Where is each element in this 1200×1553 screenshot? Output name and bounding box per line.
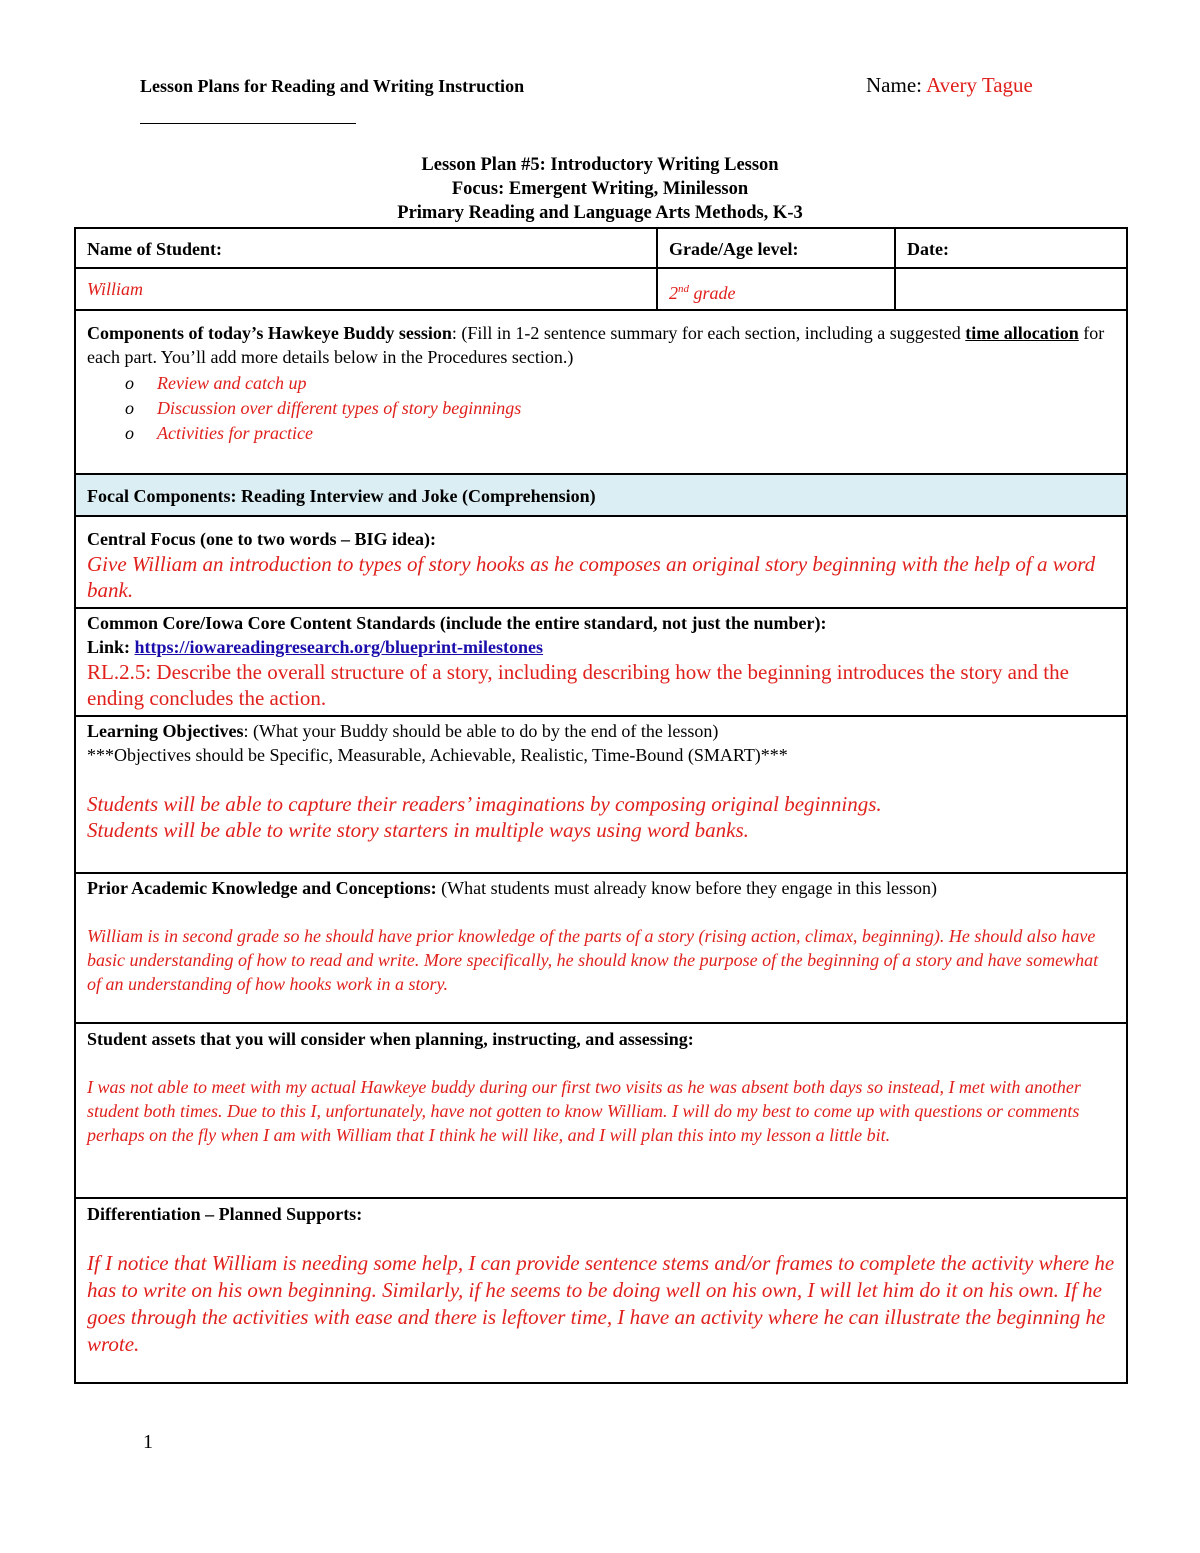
grade-sup: nd	[678, 283, 689, 295]
student-value-row	[75, 268, 1127, 310]
assets-row	[75, 1023, 1127, 1198]
smart-note: ***Objectives should be Specific, Measurable, Achievable, Realistic, Time-Bound (SMART)***	[87, 745, 788, 765]
student-header-row	[75, 228, 1127, 268]
assets-label: Student assets that you will consider when planning, instructing, and assessing:	[87, 1029, 694, 1049]
lesson-plan-table	[74, 227, 1128, 1384]
differentiation-row	[75, 1198, 1127, 1383]
prior-text: (What students must already know before they engage in this lesson)	[436, 878, 938, 898]
focal-components: Focal Components: Reading Interview and Joke (Comprehension)	[75, 474, 1127, 516]
differentiation-label: Differentiation – Planned Supports:	[87, 1204, 363, 1224]
differentiation-value: If I notice that William is needing some help, I can provide sentence stems and/or frames to complete the activity where he has to write on his own beginning. Similarly, if he seems to be doing well on his own, I will let him do it on his own. If he goes through the activities with ease and there is leftover time, I have an activity where he can illustrate the beginning he wrote.	[87, 1251, 1115, 1356]
grade-word: grade	[689, 283, 736, 303]
standards-value: RL.2.5: Describe the overall structure of a story, including describing how the beginning introduces the story and the ending concludes the action.	[87, 660, 1069, 710]
objectives-text: : (What your Buddy should be able to do by the end of the lesson)	[243, 721, 719, 741]
header-underline	[140, 123, 356, 124]
author-name	[866, 73, 1033, 98]
prior-knowledge-cell	[75, 873, 1127, 1023]
assets-cell	[75, 1023, 1127, 1198]
list-item	[125, 371, 1115, 395]
objective-1: Students will be able to capture their readers’ imaginations by composing original beginnings.	[87, 792, 882, 816]
assets-value: I was not able to meet with my actual Hawkeye buddy during our first two visits as he was absent both days so instead, I met with another student both times. Due to this I, unfortunately, have not gotten to know William. I will do my best to come up with questions or comments perhaps on the fly when I am with William that I think he will like, and I will plan this into my lesson a little bit.	[87, 1077, 1081, 1145]
focal-row	[75, 474, 1127, 516]
components-description	[87, 321, 1115, 369]
component-item: Review and catch up	[157, 373, 307, 393]
bullet-mark: o	[125, 398, 134, 418]
components-row	[75, 310, 1127, 474]
components-list	[87, 371, 1115, 445]
component-item: Activities for practice	[157, 423, 313, 443]
objectives-cell	[75, 716, 1127, 873]
name-label: Name:	[866, 73, 922, 97]
name-value: Avery Tague	[926, 73, 1033, 97]
link-label: Link:	[87, 637, 135, 657]
lesson-title: Lesson Plan #5: Introductory Writing Lesson	[421, 155, 779, 175]
prior-label: Prior Academic Knowledge and Conceptions:	[87, 878, 437, 898]
standards-link-line	[87, 635, 1115, 659]
lesson-course: Primary Reading and Language Arts Methods, K-3	[397, 203, 803, 223]
bullet-mark: o	[125, 423, 134, 443]
list-item	[125, 396, 1115, 420]
course-title: Lesson Plans for Reading and Writing Instruction	[140, 76, 525, 96]
central-focus-row	[75, 516, 1127, 608]
prior-knowledge-row	[75, 873, 1127, 1023]
bullet-mark: o	[125, 373, 134, 393]
student-name-value: William	[75, 268, 657, 310]
standards-label: Common Core/Iowa Core Content Standards (include the entire standard, not just the number):	[87, 613, 827, 633]
objective-2: Students will be able to write story starters in multiple ways using word banks.	[87, 818, 749, 842]
components-cell	[75, 310, 1127, 474]
prior-heading	[87, 876, 1115, 900]
objectives-row	[75, 716, 1127, 873]
component-item: Discussion over different types of story beginnings	[157, 398, 522, 418]
grade-value	[657, 268, 895, 310]
central-focus-value: Give William an introduction to types of story hooks as he composes an original story beginning with the help of a word bank.	[87, 552, 1096, 602]
prior-value: William is in second grade so he should have prior knowledge of the parts of a story (rising action, climax, beginning). He should also have basic understanding of how to read and write. More specifically, he should know the purpose of the beginning of a story and have somewhat of an understanding of how hooks work in a story.	[87, 926, 1099, 994]
time-allocation-text: time allocation	[965, 323, 1079, 343]
components-text-a: : (Fill in 1-2 sentence summary for each section, including a suggested	[451, 323, 966, 343]
components-label: Components of today’s Hawkeye Buddy session	[87, 323, 452, 343]
lesson-titles	[0, 153, 1200, 225]
central-focus-cell	[75, 516, 1127, 608]
date-value	[895, 268, 1127, 310]
lesson-focus: Focus: Emergent Writing, Minilesson	[451, 179, 749, 199]
central-focus-label: Central Focus (one to two words – BIG idea):	[87, 529, 436, 549]
grade-num: 2	[669, 283, 678, 303]
standards-row	[75, 608, 1127, 716]
grade-label: Grade/Age level:	[657, 228, 895, 268]
objectives-heading	[87, 719, 1115, 743]
list-item	[125, 421, 1115, 445]
standards-link[interactable]: https://iowareadingresearch.org/blueprint-milestones	[134, 637, 544, 657]
standards-cell	[75, 608, 1127, 716]
name-of-student-label: Name of Student:	[75, 228, 657, 268]
differentiation-cell	[75, 1198, 1127, 1383]
date-label: Date:	[895, 228, 1127, 268]
objectives-label: Learning Objectives	[87, 721, 244, 741]
components-text-b: for each part. You’ll add more details below in the Procedures section.)	[87, 323, 1105, 367]
page-number: 1	[143, 1431, 153, 1453]
